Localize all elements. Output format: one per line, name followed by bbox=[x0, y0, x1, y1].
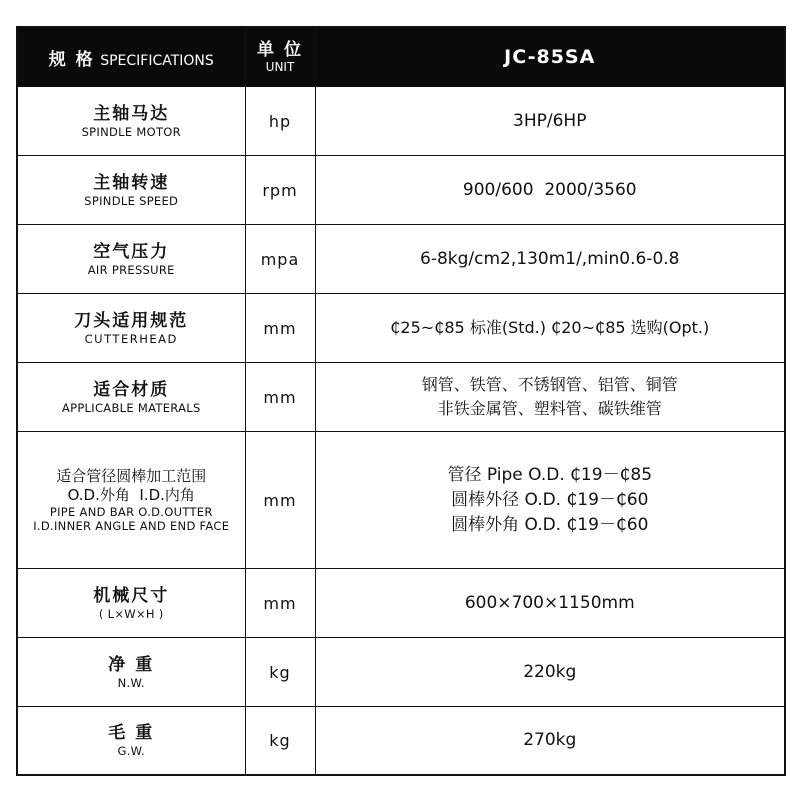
spec-value-cell bbox=[315, 569, 785, 638]
spec-label-cell bbox=[17, 432, 245, 569]
spec-value: 220kg bbox=[523, 661, 577, 682]
spec-label-en: I.D.INNER ANGLE AND END FACE bbox=[33, 519, 230, 533]
spec-label-cn-sub: O.D.外角 I.D.内角 bbox=[67, 486, 195, 504]
spec-label-cn: 空气压力 bbox=[93, 241, 170, 262]
header-spec-cell bbox=[17, 27, 245, 87]
spec-label-en: ( L×W×H ) bbox=[98, 606, 164, 621]
spec-value-line: 非铁金属管、塑料管、碳铁维管 bbox=[437, 399, 662, 418]
spec-value: 6-8kg/cm2,130m1/,min0.6-0.8 bbox=[420, 248, 680, 269]
header-model-cell bbox=[315, 27, 785, 87]
spec-label-cn: 机械尺寸 bbox=[93, 585, 170, 606]
spec-label-cell bbox=[17, 156, 245, 225]
spec-value: ₵25~₵85 标准(Std.) ₵20~₵85 选购(Opt.) bbox=[390, 318, 710, 337]
table-row bbox=[17, 87, 785, 156]
table-row bbox=[17, 363, 785, 432]
spec-value: 600×700×1150mm bbox=[464, 592, 635, 613]
spec-value-cell bbox=[315, 87, 785, 156]
spec-table bbox=[16, 26, 786, 776]
spec-label-en: N.W. bbox=[117, 675, 145, 690]
table-row bbox=[17, 294, 785, 363]
spec-label-en: SPINDLE MOTOR bbox=[81, 124, 181, 139]
spec-unit: mm bbox=[245, 432, 315, 569]
header-spec-cn: 规 格 bbox=[48, 49, 95, 70]
spec-value-cell bbox=[315, 225, 785, 294]
spec-label-en: AIR PRESSURE bbox=[87, 262, 175, 277]
spec-unit: mm bbox=[245, 569, 315, 638]
table-row bbox=[17, 156, 785, 225]
spec-label-cell bbox=[17, 294, 245, 363]
spec-value: 3HP/6HP bbox=[513, 110, 587, 131]
spec-value: 270kg bbox=[523, 729, 577, 750]
spec-value-cell bbox=[315, 294, 785, 363]
spec-value-cell bbox=[315, 638, 785, 707]
spec-value-line: 圆棒外角 O.D. ₵19－₵60 bbox=[451, 514, 649, 535]
spec-value-cell bbox=[315, 707, 785, 775]
spec-value-cell bbox=[315, 363, 785, 432]
header-row bbox=[17, 27, 785, 87]
spec-label-cell bbox=[17, 707, 245, 775]
spec-label-cn: 刀头适用规范 bbox=[74, 310, 189, 331]
spec-label-cn: 适合管径圆棒加工范围 bbox=[56, 467, 207, 485]
spec-label-en: APPLICABLE MATERALS bbox=[61, 400, 201, 415]
spec-value-line: 钢管、铁管、不锈钢管、铝管、铜管 bbox=[421, 375, 678, 394]
spec-unit: kg bbox=[245, 707, 315, 775]
table-row bbox=[17, 707, 785, 775]
spec-label-cn: 适合材质 bbox=[93, 379, 170, 400]
header-spec-en: SPECIFICATIONS bbox=[100, 52, 214, 69]
spec-label-en: CUTTERHEAD bbox=[84, 331, 178, 346]
spec-label-en: G.W. bbox=[117, 743, 145, 758]
spec-unit: mm bbox=[245, 294, 315, 363]
spec-unit: mm bbox=[245, 363, 315, 432]
spec-label-cn: 净 重 bbox=[108, 654, 155, 675]
header-unit-cell bbox=[245, 27, 315, 87]
spec-label-cn: 毛 重 bbox=[108, 722, 155, 743]
header-unit-en: UNIT bbox=[265, 60, 295, 74]
table-row bbox=[17, 569, 785, 638]
spec-label-en: SPINDLE SPEED bbox=[84, 193, 179, 208]
spec-label-cell bbox=[17, 363, 245, 432]
table-row bbox=[17, 225, 785, 294]
spec-unit: kg bbox=[245, 638, 315, 707]
spec-unit: hp bbox=[245, 87, 315, 156]
table-row bbox=[17, 638, 785, 707]
spec-unit: rpm bbox=[245, 156, 315, 225]
table-row bbox=[17, 432, 785, 569]
spec-value-cell bbox=[315, 156, 785, 225]
spec-label-cell bbox=[17, 87, 245, 156]
spec-unit: mpa bbox=[245, 225, 315, 294]
spec-label-en: PIPE AND BAR O.D.OUTTER bbox=[49, 505, 213, 519]
spec-value-line: 圆棒外径 O.D. ₵19－₵60 bbox=[451, 489, 649, 510]
spec-value-line: 管径 Pipe O.D. ₵19－₵85 bbox=[447, 464, 653, 485]
spec-label-cn: 主轴马达 bbox=[93, 103, 170, 124]
spec-label-cn: 主轴转速 bbox=[93, 172, 170, 193]
spec-label-cell bbox=[17, 638, 245, 707]
header-model: JC-85SA bbox=[504, 46, 596, 68]
spec-label-cell bbox=[17, 569, 245, 638]
spec-value-cell bbox=[315, 432, 785, 569]
header-unit-cn: 单 位 bbox=[257, 40, 303, 60]
spec-value: 900/600 2000/3560 bbox=[462, 179, 637, 200]
spec-label-cell bbox=[17, 225, 245, 294]
